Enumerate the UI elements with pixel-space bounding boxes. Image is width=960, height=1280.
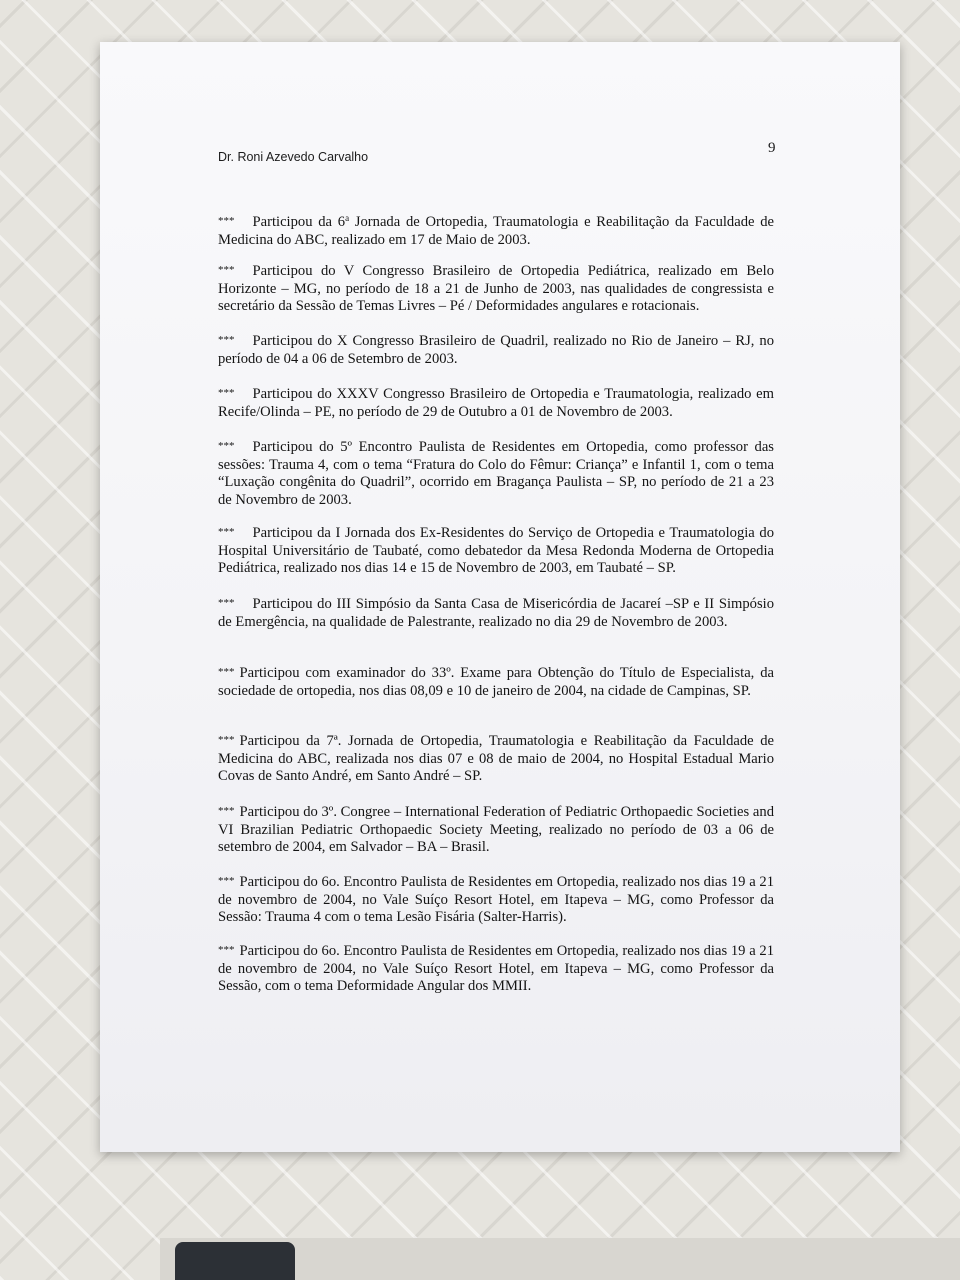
bullet-stars: *** bbox=[218, 526, 235, 538]
entry-text: Participou do X Congresso Brasileiro de Quadril, realizado no Rio de Janeiro – RJ, no período de 04 a 06 de Setembro de 2003. bbox=[218, 333, 774, 367]
entry-text: Participou com examinador do 33º. Exame para Obtenção do Título de Especialista, da sociedade de ortopedia, nos dias 08,09 e 10 de janeiro de 2004, na cidade de Campinas, SP. bbox=[218, 665, 774, 699]
bullet-stars: *** bbox=[218, 387, 235, 399]
entry-text: Participou do XXXV Congresso Brasileiro de Ortopedia e Traumatologia, realizado em Recife/Olinda – PE, no período de 29 de Outubro a 01 de Novembro de 2003. bbox=[218, 386, 774, 420]
entry-text: Participou da 7ª. Jornada de Ortopedia, Traumatologia e Reabilitação da Faculdade de Medicina do ABC, realizada nos dias 07 e 08 de maio de 2004, no Hospital Estadual Mario Covas de Santo André, em Santo André – SP. bbox=[218, 733, 774, 784]
entry-text-pre: Participou da 6 bbox=[252, 214, 346, 230]
bullet-stars: *** bbox=[218, 875, 235, 887]
bullet-stars: *** bbox=[218, 215, 235, 227]
entry-6 bbox=[218, 524, 774, 578]
entry-8 bbox=[218, 664, 774, 700]
entry-3 bbox=[218, 332, 774, 368]
bullet-stars: *** bbox=[218, 264, 235, 276]
entry-text-post: Jornada de Ortopedia, Traumatologia e Reabilitação da Faculdade de Medicina do ABC, realizado em 17 de Maio de 2003. bbox=[218, 214, 775, 248]
bullet-stars: *** bbox=[218, 805, 235, 817]
page-number: 9 bbox=[768, 140, 776, 156]
entry-9 bbox=[218, 732, 774, 786]
document-page bbox=[100, 42, 900, 1152]
entry-4 bbox=[218, 385, 774, 421]
entry-text: Participou da I Jornada dos Ex-Residentes do Serviço de Ortopedia e Traumatologia do Hospital Universitário de Taubaté, como debatedor da Mesa Redonda Moderna de Ortopedia Pediátrica, realizado nos dias 14 e 15 de Novembro de 2003, em Taubaté – SP. bbox=[218, 525, 774, 576]
entry-2 bbox=[218, 262, 774, 316]
entry-1 bbox=[218, 210, 774, 249]
bullet-stars: *** bbox=[218, 334, 235, 346]
entry-11 bbox=[218, 873, 774, 927]
bullet-stars: *** bbox=[218, 597, 235, 609]
bullet-stars: *** bbox=[218, 666, 235, 678]
entry-text: Participou do 5º Encontro Paulista de Residentes em Ortopedia, como professor das sessões: Trauma 4, com o tema “Fratura do Colo do Fêmur: Criança” e Infantil 1, com o tema “Luxação congênita do Quadril”, ocorrido em Bragança Paulista – SP, no período de 21 a 23 de Novembro de 2003. bbox=[218, 439, 774, 508]
bullet-stars: *** bbox=[218, 734, 235, 746]
entry-12 bbox=[218, 942, 774, 996]
entry-text: Participou do V Congresso Brasileiro de Ortopedia Pediátrica, realizado em Belo Horizonte – MG, no período de 18 a 21 de Junho de 2003, nas qualidades de congressista e secretário da Sessão de Temas Livres – Pé / Deformidades angulares e rotacionais. bbox=[218, 263, 774, 314]
entry-7 bbox=[218, 595, 774, 631]
bullet-stars: *** bbox=[218, 440, 235, 452]
entry-5 bbox=[218, 438, 774, 509]
entry-text: Participou do III Simpósio da Santa Casa de Misericórdia de Jacareí –SP e II Simpósio de Emergência, na qualidade de Palestrante, realizado no dia 29 de Novembro de 2003. bbox=[218, 596, 774, 630]
ordinal-superscript: a bbox=[345, 213, 350, 223]
bullet-stars: *** bbox=[218, 944, 235, 956]
entry-text: Participou do 3º. Congree – International Federation of Pediatric Orthopaedic Societies and VI Brazilian Pediatric Orthopaedic Society Meeting, realizado no período de 03 a 06 de setembro de 2004, em Salvador – BA – Brasil. bbox=[218, 804, 774, 855]
entry-10 bbox=[218, 803, 774, 857]
header-author-name: Dr. Roni Azevedo Carvalho bbox=[218, 150, 369, 164]
entry-text: Participou do 6o. Encontro Paulista de Residentes em Ortopedia, realizado nos dias 19 a 21 de novembro de 2004, no Vale Suíço Resort Hotel, em Itapeva – MG, como Professor da Sessão, com o tema Deformidade Angular dos MMII. bbox=[218, 943, 774, 994]
entry-text: Participou do 6o. Encontro Paulista de Residentes em Ortopedia, realizado nos dias 19 a 21 de novembro de 2004, no Vale Suíço Resort Hotel, em Itapeva – MG, como Professor da Sessão: Trauma 4 com o tema Lesão Fisária (Salter-Harris). bbox=[218, 874, 774, 925]
dark-object-on-table bbox=[175, 1242, 295, 1280]
